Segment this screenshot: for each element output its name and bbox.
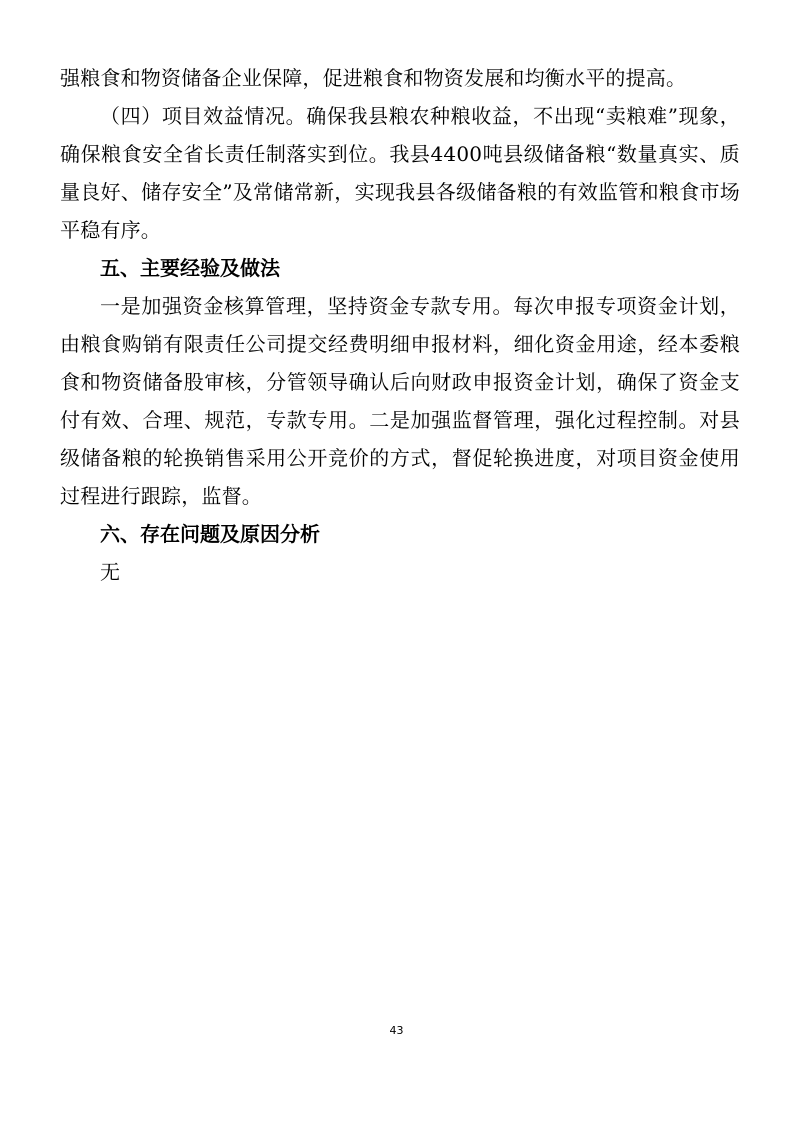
page-number: 43 xyxy=(389,1024,404,1037)
document-body xyxy=(60,59,740,591)
section-heading-experience: 五、主要经验及做法 xyxy=(100,256,280,280)
paragraph-experience: 一是加强资金核算管理，坚持资金专款专用。每次申报专项资金计划，由粮食购销有限责任公司提交经费明细申报材料，细化资金用途，经本委粮食和物资储备股审核，分管领导确认后向财政申报资金计划，确保了资金支付有效、合理、规范，专款专用。二是加强监督管理，强化过程控制。对县级储备粮的轮换销售采用公开竞价的方式，督促轮换进度，对项目资金使用过程进行跟踪，监督。 xyxy=(60,294,740,508)
paragraph-continuation: 强粮食和物资储备企业保障，促进粮食和物资发展和均衡水平的提高。 xyxy=(60,66,687,90)
section-heading-problems: 六、存在问题及原因分析 xyxy=(100,522,320,546)
paragraph-project-benefits: （四）项目效益情况。确保我县粮农种粮收益，不出现“卖粮难”现象，确保粮食安全省长责任制落实到位。我县4400吨县级储备粮“数量真实、质量良好、储存安全”及常储常新，实现我县各级储备粮的有效监管和粮食市场平稳有序。 xyxy=(60,104,740,242)
paragraph-problems: 无 xyxy=(100,560,121,584)
